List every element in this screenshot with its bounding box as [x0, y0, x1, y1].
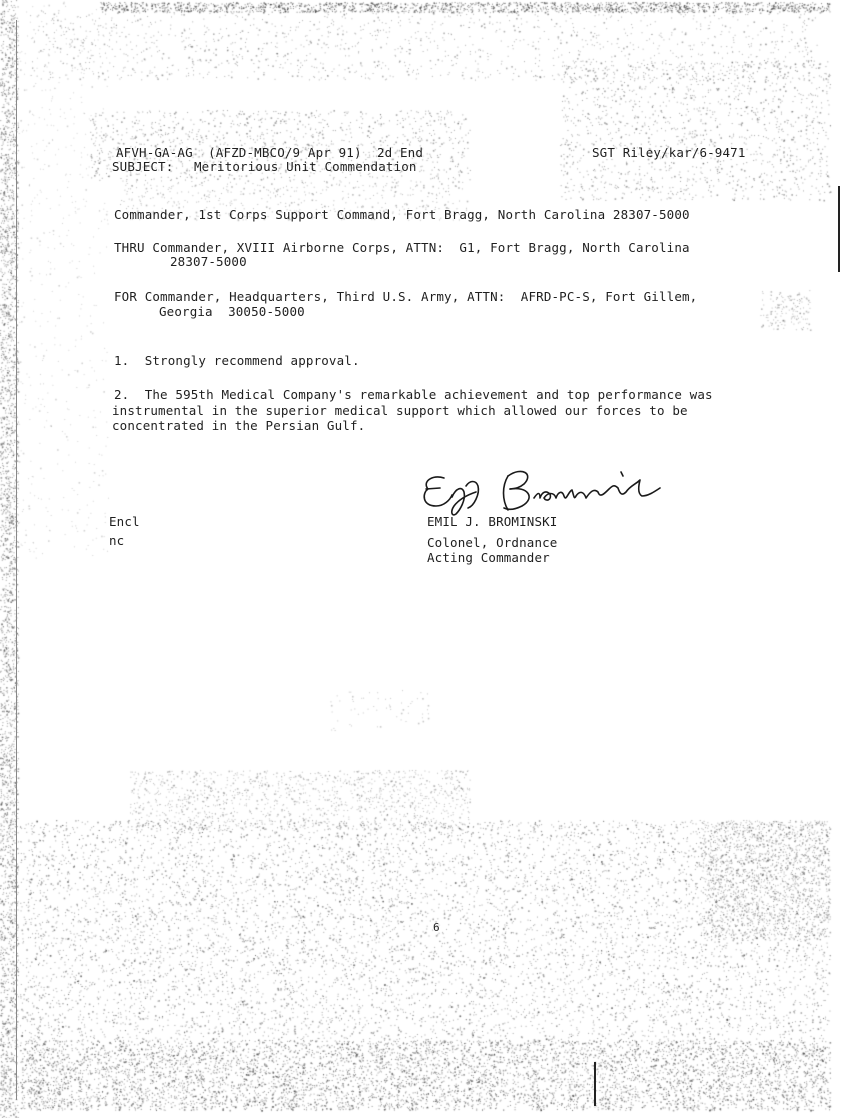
signer-rank: Colonel, Ordnance — [427, 535, 558, 550]
paragraph-2-line-3: concentrated in the Persian Gulf. — [112, 418, 366, 433]
paragraph-2-line-2: instrumental in the superior medical support which allowed our forces to be — [112, 403, 688, 418]
thru-line-2: 28307-5000 — [170, 254, 247, 269]
copy-notation: nc — [109, 533, 125, 548]
for-line-2: Georgia 30050-5000 — [159, 304, 305, 319]
signer-title: Acting Commander — [427, 550, 550, 565]
subject-label: SUBJECT: — [112, 159, 174, 174]
paragraph-1: 1. Strongly recommend approval. — [114, 353, 360, 368]
scan-left-edge — [16, 20, 17, 1100]
scan-bottom-mark — [594, 1062, 596, 1106]
author-reference: SGT Riley/kar/6-9471 — [592, 145, 746, 160]
signer-name: EMIL J. BROMINSKI — [427, 514, 558, 529]
handwritten-signature — [416, 462, 676, 522]
thru-line-1: THRU Commander, XVIII Airborne Corps, ATTN: G1, Fort Bragg, North Carolina — [114, 240, 690, 255]
subject-text: Meritorious Unit Commendation — [194, 159, 417, 174]
for-line-1: FOR Commander, Headquarters, Third U.S. Army, ATTN: AFRD-PC-S, Fort Gillem, — [114, 289, 698, 304]
office-symbol: AFVH-GA-AG (AFZD-MBCO/9 Apr 91) 2d End — [116, 145, 424, 160]
paragraph-2-line-1: 2. The 595th Medical Company's remarkable achievement and top performance was — [114, 387, 713, 402]
page-number: 6 — [433, 921, 440, 934]
from-line: Commander, 1st Corps Support Command, Fort Bragg, North Carolina 28307-5000 — [114, 207, 690, 222]
scan-edge-mark — [838, 186, 840, 272]
enclosure-label: Encl — [109, 514, 140, 529]
